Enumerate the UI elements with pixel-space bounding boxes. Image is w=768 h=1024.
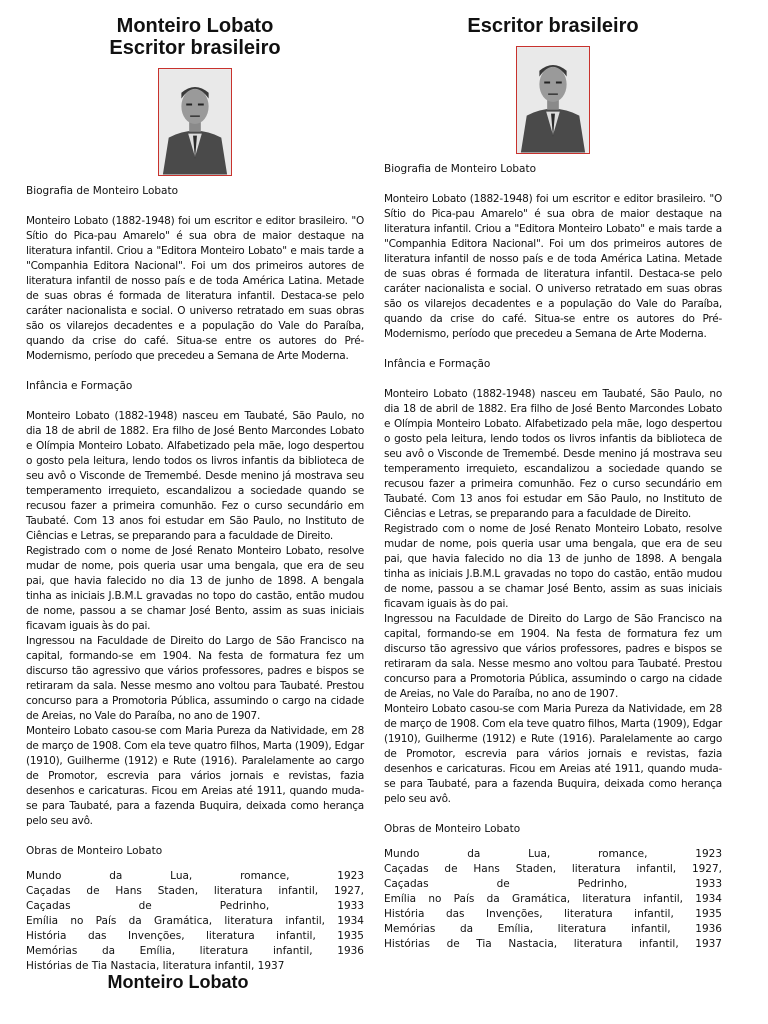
left-title (26, 15, 364, 59)
left-bio-text: Monteiro Lobato (1882-1948) foi um escritor e editor brasileiro. "O Sítio do Pica-pau Amarelo" é sua obra de maior destaque na literatura infantil. Criou a "Editora Monteiro Lobato" e mais tarde a "Companhia Editora Nacional". Foi um dos primeiros autores de literatura infantil de nosso país e de toda América Latina. Metade de suas obras é formada de literatura infantil. Destaca-se pelo caráter nacionalista e social. O universo retratado em suas obras são os vilarejos decadentes e a população do Vale do Paraíba, quando da crise do café. Situa-se entre os autores do Pré-Modernismo, período que precedeu a Semana de Arte Moderna. (26, 215, 364, 362)
right-infancia-p1: Monteiro Lobato (1882-1948) nasceu em Taubaté, São Paulo, no dia 18 de abril de 1882. Era filho de José Bento Marcondes Lobato e Olímpia Monteiro Lobato. Alfabetizado pela mãe, logo despertou o gosto pela leitura, lendo todos os livros infantis da biblioteca de seu avô o Visconde de Tremembé. Desde menino já mostrava seu temperamento irrequieto, escandalizou a sociedade quando se recusou fazer a primeira comunhão. Fez o curso secundário em Taubaté. Com 13 anos foi estudar em São Paulo, no Instituto de Ciências e Letras, se preparando para a faculdade de Direito. (384, 388, 722, 520)
list-item: Emília no País da Gramática, literatura infantil, 1934 (26, 915, 364, 927)
portrait-image (517, 47, 589, 153)
list-item: Caçadas de Hans Staden, literatura infantil, 1927, (26, 885, 364, 897)
list-item: História das Invenções, literatura infantil, 1935 (384, 908, 722, 920)
left-infancia-p1: Monteiro Lobato (1882-1948) nasceu em Taubaté, São Paulo, no dia 18 de abril de 1882. Era filho de José Bento Marcondes Lobato e Olímpia Monteiro Lobato. Alfabetizado pela mãe, logo despertou o gosto pela leitura, lendo todos os livros infantis da biblioteca de seu avô o Visconde de Tremembé. Desde menino já mostrava seu temperamento irrequieto, escandalizou a sociedade quando se recusou fazer a primeira comunhão. Fez o curso secundário em Taubaté. Com 13 anos foi estudar em São Paulo, no Instituto de Ciências e Letras, se preparando para a faculdade de Direito. (26, 410, 364, 542)
list-item: Histórias de Tia Nastacia, literatura infantil, 1937 (26, 960, 285, 972)
right-works-list (384, 847, 722, 952)
list-item: Mundo da Lua, romance, 1923 (26, 870, 364, 882)
list-item: Emília no País da Gramática, literatura infantil, 1934 (384, 893, 722, 905)
list-item: Memórias da Emília, literatura infantil, 1936 (26, 945, 364, 957)
left-title-subtitle: Escritor brasileiro (109, 37, 281, 59)
author-portrait (516, 46, 590, 154)
list-item: Memórias da Emília, literatura infantil, 1936 (384, 923, 722, 935)
list-item: Caçadas de Pedrinho, 1933 (26, 900, 364, 912)
right-infancia-heading: Infância e Formação (384, 358, 491, 370)
left-infancia-p3: Ingressou na Faculdade de Direito do Largo de São Francisco na capital, formando-se em 1904. Na festa de formatura fez um discurso tão agressivo que vários professores, padres e bispos se retiraram da sala. Nesse mesmo ano voltou para Taubaté. Prestou concurso para a Promotoria Pública, assumindo o cargo na cidade de Areias, no Vale do Paraíba, no ano de 1907. (26, 635, 364, 722)
right-column (384, 0, 722, 952)
left-title-name: Monteiro Lobato (116, 15, 274, 37)
left-obras-heading: Obras de Monteiro Lobato (26, 845, 163, 857)
right-bio-text: Monteiro Lobato (1882-1948) foi um escritor e editor brasileiro. "O Sítio do Pica-pau Amarelo" é sua obra de maior destaque na literatura infantil. Criou a "Editora Monteiro Lobato" e mais tarde a "Companhia Editora Nacional". Foi um dos primeiros autores de literatura infantil de nosso país e de toda América Latina. Metade de suas obras é formada de literatura infantil. Destaca-se pelo caráter nacionalista e social. O universo retratado em suas obras são os vilarejos decadentes e a população do Vale do Paraíba, quando da crise do café. Situa-se entre os autores do Pré-Modernismo, período que precedeu a Semana de Arte Moderna. (384, 193, 722, 340)
right-obras-heading: Obras de Monteiro Lobato (384, 823, 521, 835)
right-infancia-p2: Registrado com o nome de José Renato Monteiro Lobato, resolve mudar de nome, pois queria usar uma bengala, que era de seu pai, que havia falecido no dia 13 de junho de 1898. A bengala tinha as iniciais J.B.M.L gravadas no topo do castão, então mudou de nome, passou a se chamar José Bento, assim as suas iniciais ficavam iguais às do pai. (384, 523, 722, 610)
right-infancia-p3: Ingressou na Faculdade de Direito do Largo de São Francisco na capital, formando-se em 1904. Na festa de formatura fez um discurso tão agressivo que vários professores, padres e bispos se retiraram da sala. Nesse mesmo ano voltou para Taubaté. Prestou concurso para a Promotoria Pública, assumindo o cargo na cidade de Areias, no Vale do Paraíba, no ano de 1907. (384, 613, 722, 700)
left-works-list (26, 869, 364, 974)
right-title: Escritor brasileiro (467, 15, 639, 37)
list-item: Caçadas de Hans Staden, literatura infantil, 1927, (384, 863, 722, 875)
right-infancia-p4: Monteiro Lobato casou-se com Maria Pureza da Natividade, em 28 de março de 1908. Com ela teve quatro filhos, Marta (1909), Edgar (1910), Guilherme (1912) e Rute (1916). Paralelamente ao cargo de Promotor, escrevia para vários jornais e revistas, fazia desenhos e caricaturas. Ficou em Areias até 1911, quando muda-se para Taubaté, para a fazenda Buquira, deixada como herança pelo seu avô. (384, 703, 722, 805)
left-infancia-p2: Registrado com o nome de José Renato Monteiro Lobato, resolve mudar de nome, pois queria usar uma bengala, que era de seu pai, que havia falecido no dia 13 de junho de 1898. A bengala tinha as iniciais J.B.M.L gravadas no topo do castão, então mudou de nome, passou a se chamar José Bento, assim as suas iniciais ficavam iguais às do pai. (26, 545, 364, 632)
portrait-image (159, 69, 231, 175)
left-infancia-heading: Infância e Formação (26, 380, 133, 392)
left-column (26, 0, 364, 974)
list-item: Mundo da Lua, romance, 1923 (384, 848, 722, 860)
list-item: História das Invenções, literatura infantil, 1935 (26, 930, 364, 942)
bottom-title: Monteiro Lobato (107, 972, 249, 992)
list-item: Caçadas de Pedrinho, 1933 (384, 878, 722, 890)
author-portrait (158, 68, 232, 176)
right-bio-heading: Biografia de Monteiro Lobato (384, 163, 537, 175)
left-infancia-p4: Monteiro Lobato casou-se com Maria Pureza da Natividade, em 28 de março de 1908. Com ela teve quatro filhos, Marta (1909), Edgar (1910), Guilherme (1912) e Rute (1916). Paralelamente ao cargo de Promotor, escrevia para vários jornais e revistas, fazia desenhos e caricaturas. Ficou em Areias até 1911, quando muda-se para Taubaté, para a fazenda Buquira, deixada como herança pelo seu avô. (26, 725, 364, 827)
list-item: Histórias de Tia Nastacia, literatura infantil, 1937 (384, 938, 722, 950)
left-bio-heading: Biografia de Monteiro Lobato (26, 185, 179, 197)
